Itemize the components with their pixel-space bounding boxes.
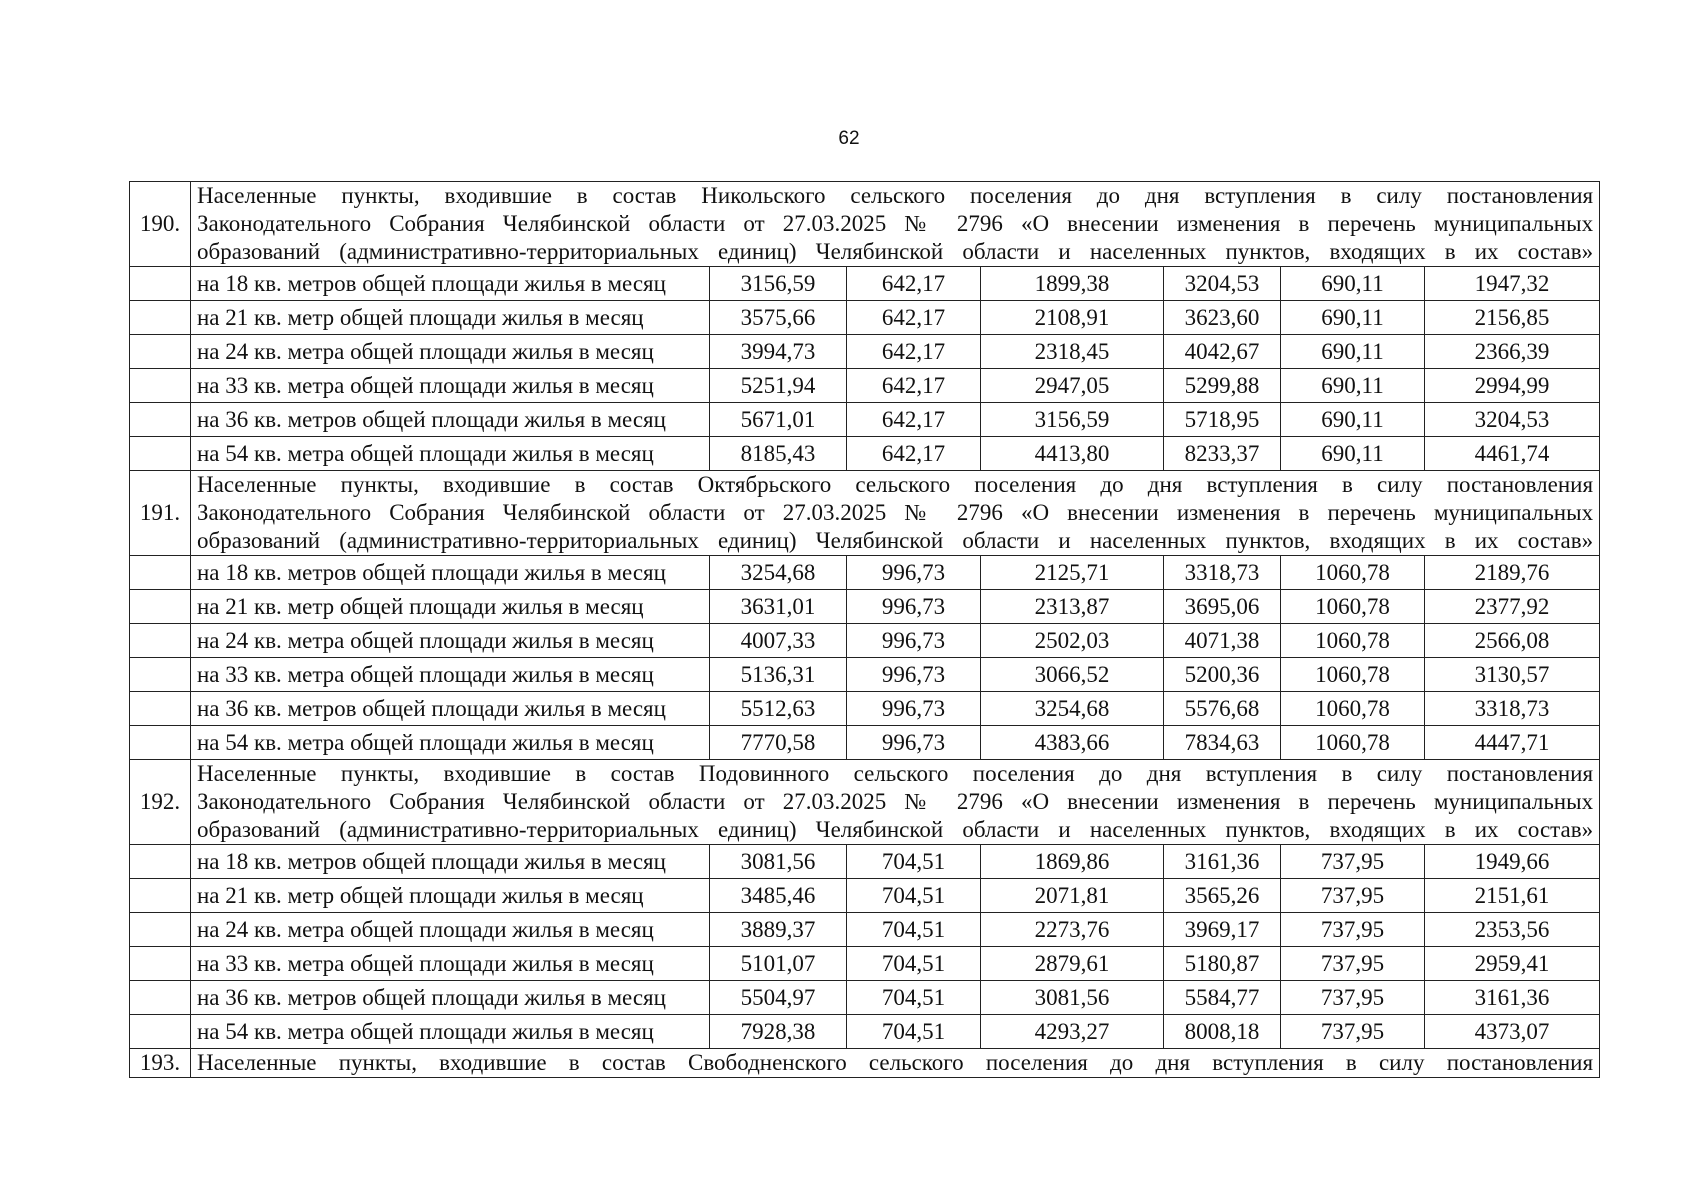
- value-cell: 7928,38: [710, 1015, 847, 1049]
- value-cell: 996,73: [847, 590, 981, 624]
- row-label: на 18 кв. метров общей площади жилья в месяц: [191, 267, 710, 301]
- value-cell: 3631,01: [710, 590, 847, 624]
- table-row: [130, 335, 1600, 369]
- value-cell: 4461,74: [1425, 437, 1600, 471]
- value-cell: 2353,56: [1425, 913, 1600, 947]
- value-cell: 2959,41: [1425, 947, 1600, 981]
- value-cell: 2947,05: [981, 369, 1164, 403]
- value-cell: 7770,58: [710, 726, 847, 760]
- table-row: [130, 913, 1600, 947]
- row-label: на 36 кв. метров общей площади жилья в месяц: [191, 981, 710, 1015]
- row-label: на 36 кв. метров общей площади жилья в месяц: [191, 403, 710, 437]
- row-number-cell: [130, 981, 191, 1015]
- group-description: [191, 760, 1600, 845]
- value-cell: 3066,52: [981, 658, 1164, 692]
- description-line: Законодательного Собрания Челябинской области от 27.03.2025 № 2796 «О внесении изменения в перечень муниципальных: [197, 211, 1594, 236]
- value-cell: 3318,73: [1425, 692, 1600, 726]
- value-cell: 5299,88: [1164, 369, 1281, 403]
- row-label: на 33 кв. метра общей площади жилья в месяц: [191, 947, 710, 981]
- value-cell: 4373,07: [1425, 1015, 1600, 1049]
- value-cell: 2318,45: [981, 335, 1164, 369]
- row-label: на 21 кв. метр общей площади жилья в месяц: [191, 590, 710, 624]
- value-cell: 3695,06: [1164, 590, 1281, 624]
- row-number-cell: [130, 556, 191, 590]
- value-cell: 8185,43: [710, 437, 847, 471]
- table-row: [130, 845, 1600, 879]
- value-cell: 4042,67: [1164, 335, 1281, 369]
- value-cell: 2108,91: [981, 301, 1164, 335]
- row-label: на 54 кв. метра общей площади жилья в месяц: [191, 437, 710, 471]
- table-row: [130, 658, 1600, 692]
- value-cell: 996,73: [847, 726, 981, 760]
- value-cell: 1060,78: [1281, 692, 1425, 726]
- table-row: [130, 437, 1600, 471]
- value-cell: 1060,78: [1281, 726, 1425, 760]
- value-cell: 704,51: [847, 845, 981, 879]
- value-cell: 3161,36: [1425, 981, 1600, 1015]
- value-cell: 642,17: [847, 267, 981, 301]
- table-row: [130, 879, 1600, 913]
- group-header-row: [130, 182, 1600, 267]
- value-cell: 3969,17: [1164, 913, 1281, 947]
- description-line: Населенные пункты, входившие в состав Октябрьского сельского поселения до дня вступления в силу постановления: [197, 472, 1594, 497]
- group-description: [191, 471, 1600, 556]
- row-label: на 18 кв. метров общей площади жилья в месяц: [191, 845, 710, 879]
- value-cell: 3565,26: [1164, 879, 1281, 913]
- row-label: на 54 кв. метра общей площади жилья в месяц: [191, 1015, 710, 1049]
- value-cell: 3254,68: [981, 692, 1164, 726]
- value-cell: 1060,78: [1281, 624, 1425, 658]
- row-number-cell: [130, 658, 191, 692]
- value-cell: 1869,86: [981, 845, 1164, 879]
- value-cell: 3130,57: [1425, 658, 1600, 692]
- value-cell: 2151,61: [1425, 879, 1600, 913]
- value-cell: 5136,31: [710, 658, 847, 692]
- value-cell: 4447,71: [1425, 726, 1600, 760]
- row-number-cell: [130, 335, 191, 369]
- row-number-cell: [130, 879, 191, 913]
- row-label: на 33 кв. метра общей площади жилья в месяц: [191, 658, 710, 692]
- value-cell: 3318,73: [1164, 556, 1281, 590]
- value-cell: 704,51: [847, 879, 981, 913]
- value-cell: 2377,92: [1425, 590, 1600, 624]
- value-cell: 1060,78: [1281, 590, 1425, 624]
- table-row: [130, 624, 1600, 658]
- value-cell: 5180,87: [1164, 947, 1281, 981]
- group-number: 191.: [130, 471, 191, 556]
- value-cell: 2566,08: [1425, 624, 1600, 658]
- value-cell: 4413,80: [981, 437, 1164, 471]
- value-cell: 3161,36: [1164, 845, 1281, 879]
- row-number-cell: [130, 1015, 191, 1049]
- value-cell: 690,11: [1281, 335, 1425, 369]
- value-cell: 4071,38: [1164, 624, 1281, 658]
- table-row: [130, 692, 1600, 726]
- group-number: 193.: [130, 1049, 191, 1078]
- value-cell: 5584,77: [1164, 981, 1281, 1015]
- description-line: Населенные пункты, входившие в состав Никольского сельского поселения до дня вступления в силу постановления: [197, 183, 1594, 208]
- description-line: Населенные пункты, входившие в состав Свободненского сельского поселения до дня вступления в силу постановления: [197, 1050, 1594, 1075]
- value-cell: 2156,85: [1425, 301, 1600, 335]
- table-row: [130, 590, 1600, 624]
- row-number-cell: [130, 301, 191, 335]
- value-cell: 5101,07: [710, 947, 847, 981]
- group-header-row: [130, 471, 1600, 556]
- row-label: на 36 кв. метров общей площади жилья в месяц: [191, 692, 710, 726]
- table-row: [130, 726, 1600, 760]
- row-label: на 21 кв. метр общей площади жилья в месяц: [191, 879, 710, 913]
- value-cell: 3254,68: [710, 556, 847, 590]
- value-cell: 2125,71: [981, 556, 1164, 590]
- row-number-cell: [130, 624, 191, 658]
- value-cell: 5512,63: [710, 692, 847, 726]
- value-cell: 3204,53: [1425, 403, 1600, 437]
- value-cell: 737,95: [1281, 845, 1425, 879]
- row-label: на 18 кв. метров общей площади жилья в месяц: [191, 556, 710, 590]
- value-cell: 1899,38: [981, 267, 1164, 301]
- value-cell: 996,73: [847, 624, 981, 658]
- description-line: образований (административно-территориальных единиц) Челябинской области и населенных пунктов, входящих в их состав»: [197, 239, 1594, 264]
- tariff-table: [129, 181, 1600, 1078]
- value-cell: 1949,66: [1425, 845, 1600, 879]
- group-number: 192.: [130, 760, 191, 845]
- description-line: образований (административно-территориальных единиц) Челябинской области и населенных пунктов, входящих в их состав»: [197, 528, 1594, 553]
- value-cell: 996,73: [847, 556, 981, 590]
- value-cell: 1947,32: [1425, 267, 1600, 301]
- row-number-cell: [130, 267, 191, 301]
- row-number-cell: [130, 692, 191, 726]
- row-label: на 24 кв. метра общей площади жилья в месяц: [191, 913, 710, 947]
- row-number-cell: [130, 437, 191, 471]
- table-row: [130, 556, 1600, 590]
- value-cell: 4293,27: [981, 1015, 1164, 1049]
- value-cell: 704,51: [847, 913, 981, 947]
- value-cell: 3485,46: [710, 879, 847, 913]
- value-cell: 690,11: [1281, 301, 1425, 335]
- value-cell: 704,51: [847, 1015, 981, 1049]
- value-cell: 3889,37: [710, 913, 847, 947]
- value-cell: 2994,99: [1425, 369, 1600, 403]
- row-label: на 33 кв. метра общей площади жилья в месяц: [191, 369, 710, 403]
- value-cell: 8008,18: [1164, 1015, 1281, 1049]
- value-cell: 2879,61: [981, 947, 1164, 981]
- table-row: [130, 981, 1600, 1015]
- row-label: на 54 кв. метра общей площади жилья в месяц: [191, 726, 710, 760]
- value-cell: 5671,01: [710, 403, 847, 437]
- table-row: [130, 947, 1600, 981]
- table-row: [130, 267, 1600, 301]
- value-cell: 737,95: [1281, 913, 1425, 947]
- value-cell: 2189,76: [1425, 556, 1600, 590]
- value-cell: 642,17: [847, 335, 981, 369]
- value-cell: 690,11: [1281, 403, 1425, 437]
- table-row: [130, 1015, 1600, 1049]
- value-cell: 642,17: [847, 403, 981, 437]
- value-cell: 2313,87: [981, 590, 1164, 624]
- value-cell: 3204,53: [1164, 267, 1281, 301]
- value-cell: 2366,39: [1425, 335, 1600, 369]
- table-body: [130, 182, 1600, 1078]
- row-label: на 21 кв. метр общей площади жилья в месяц: [191, 301, 710, 335]
- value-cell: 996,73: [847, 658, 981, 692]
- row-number-cell: [130, 913, 191, 947]
- value-cell: 3081,56: [710, 845, 847, 879]
- table-row: [130, 403, 1600, 437]
- row-number-cell: [130, 726, 191, 760]
- page-number: 62: [838, 128, 860, 149]
- value-cell: 642,17: [847, 369, 981, 403]
- description-line: Законодательного Собрания Челябинской области от 27.03.2025 № 2796 «О внесении изменения в перечень муниципальных: [197, 789, 1594, 814]
- value-cell: 3081,56: [981, 981, 1164, 1015]
- row-number-cell: [130, 845, 191, 879]
- row-number-cell: [130, 590, 191, 624]
- group-number: 190.: [130, 182, 191, 267]
- table-row: [130, 301, 1600, 335]
- value-cell: 690,11: [1281, 369, 1425, 403]
- value-cell: 704,51: [847, 981, 981, 1015]
- value-cell: 5200,36: [1164, 658, 1281, 692]
- value-cell: 737,95: [1281, 947, 1425, 981]
- value-cell: 704,51: [847, 947, 981, 981]
- row-number-cell: [130, 403, 191, 437]
- value-cell: 2071,81: [981, 879, 1164, 913]
- row-label: на 24 кв. метра общей площади жилья в месяц: [191, 335, 710, 369]
- value-cell: 642,17: [847, 301, 981, 335]
- value-cell: 3575,66: [710, 301, 847, 335]
- value-cell: 690,11: [1281, 267, 1425, 301]
- value-cell: 737,95: [1281, 1015, 1425, 1049]
- value-cell: 737,95: [1281, 879, 1425, 913]
- value-cell: 2273,76: [981, 913, 1164, 947]
- row-number-cell: [130, 369, 191, 403]
- group-description: [191, 182, 1600, 267]
- value-cell: 642,17: [847, 437, 981, 471]
- row-number-cell: [130, 947, 191, 981]
- value-cell: 3156,59: [710, 267, 847, 301]
- value-cell: 690,11: [1281, 437, 1425, 471]
- value-cell: 4383,66: [981, 726, 1164, 760]
- group-header-row: [130, 760, 1600, 845]
- value-cell: 7834,63: [1164, 726, 1281, 760]
- row-label: на 24 кв. метра общей площади жилья в месяц: [191, 624, 710, 658]
- value-cell: 4007,33: [710, 624, 847, 658]
- value-cell: 1060,78: [1281, 658, 1425, 692]
- value-cell: 5504,97: [710, 981, 847, 1015]
- value-cell: 2502,03: [981, 624, 1164, 658]
- value-cell: 996,73: [847, 692, 981, 726]
- value-cell: 8233,37: [1164, 437, 1281, 471]
- description-line: Населенные пункты, входившие в состав Подовинного сельского поселения до дня вступления в силу постановления: [197, 761, 1594, 786]
- value-cell: 5251,94: [710, 369, 847, 403]
- description-line: образований (административно-территориальных единиц) Челябинской области и населенных пунктов, входящих в их состав»: [197, 817, 1594, 842]
- value-cell: 3623,60: [1164, 301, 1281, 335]
- table-row: [130, 369, 1600, 403]
- value-cell: 737,95: [1281, 981, 1425, 1015]
- value-cell: 1060,78: [1281, 556, 1425, 590]
- group-header-row: [130, 1049, 1600, 1078]
- value-cell: 5718,95: [1164, 403, 1281, 437]
- group-description: [191, 1049, 1600, 1078]
- value-cell: 3156,59: [981, 403, 1164, 437]
- description-line: Законодательного Собрания Челябинской области от 27.03.2025 № 2796 «О внесении изменения в перечень муниципальных: [197, 500, 1594, 525]
- value-cell: 3994,73: [710, 335, 847, 369]
- value-cell: 5576,68: [1164, 692, 1281, 726]
